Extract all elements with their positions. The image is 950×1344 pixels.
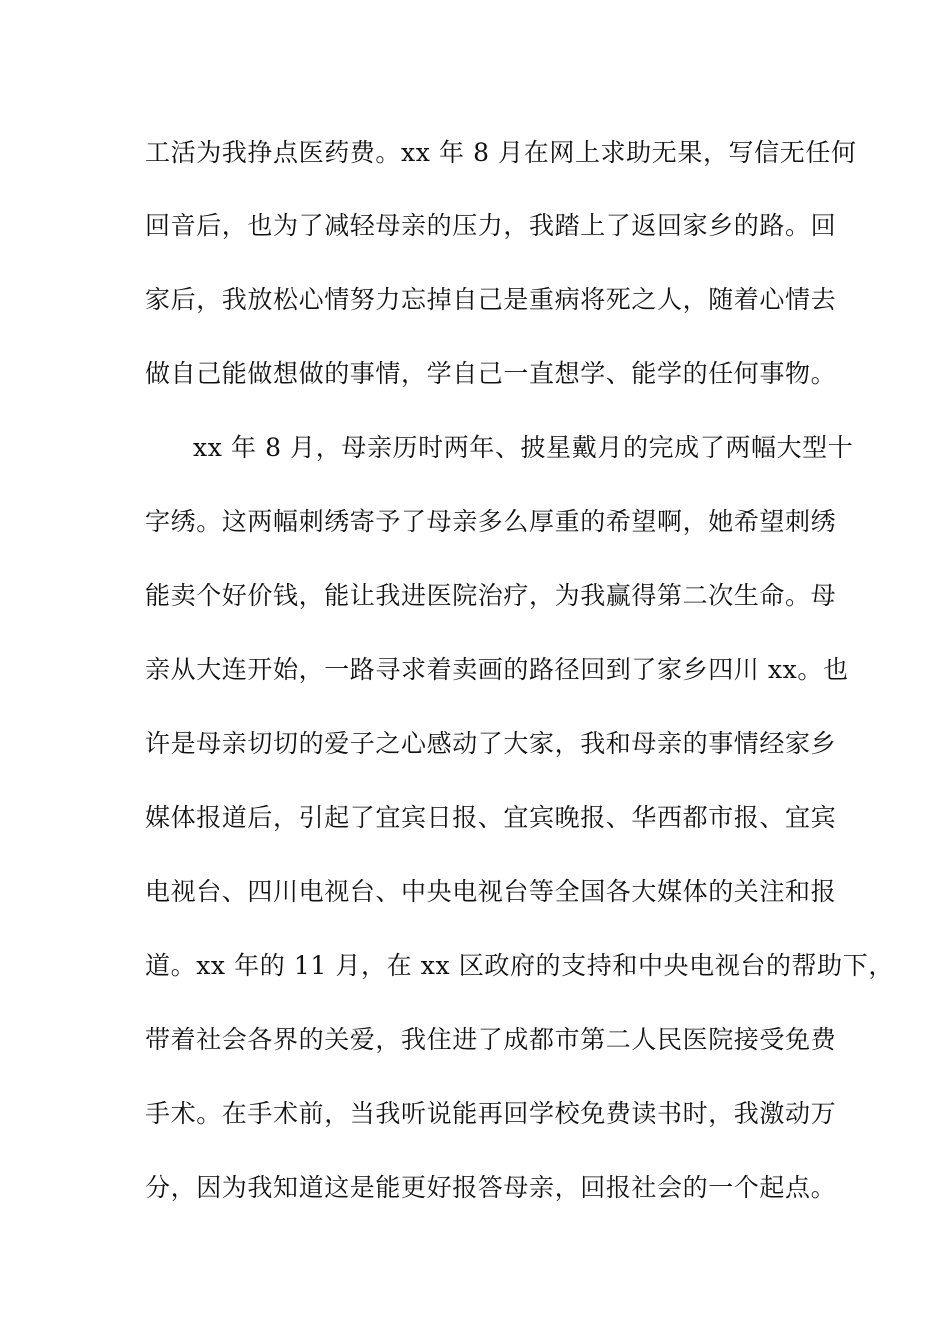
text-line-11: 电视台、四川电视台、中央电视台等全国各大媒体的关注和报 [145, 877, 837, 906]
text-line-8: 亲从大连开始，一路寻求着卖画的路径回到了家乡四川 xx。也 [145, 655, 849, 684]
text-line-7: 能卖个好价钱，能让我进医院治疗，为我赢得第二次生命。母 [145, 581, 837, 610]
text-line-12: 道。xx 年的 11 月，在 xx 区政府的支持和中央电视台的帮助下， [145, 951, 894, 980]
text-line-10: 媒体报道后，引起了宜宾日报、宜宾晚报、华西都市报、宜宾 [145, 803, 837, 832]
text-line-6: 字绣。这两幅刺绣寄予了母亲多么厚重的希望啊，她希望刺绣 [145, 507, 837, 536]
text-line-13: 带着社会各界的关爱，我住进了成都市第二人民医院接受免费 [145, 1025, 837, 1054]
text-line-1: 工活为我挣点医药费。xx 年 8 月在网上求助无果，写信无任何 [145, 138, 857, 167]
text-line-9: 许是母亲切切的爱子之心感动了大家，我和母亲的事情经家乡 [145, 729, 837, 758]
text-line-4: 做自己能做想做的事情，学自己一直想学、能学的任何事物。 [145, 359, 837, 388]
paragraph-start-line: xx 年 8 月，母亲历时两年、披星戴月的完成了两幅大型十 [193, 433, 854, 462]
text-line-14: 手术。在手术前，当我听说能再回学校免费读书时，我激动万 [145, 1099, 837, 1128]
text-line-3: 家后，我放松心情努力忘掉自己是重病将死之人，随着心情去 [145, 285, 837, 314]
text-line-15: 分，因为我知道这是能更好报答母亲，回报社会的一个起点。 [145, 1173, 837, 1202]
text-line-2: 回音后，也为了减轻母亲的压力，我踏上了返回家乡的路。回 [145, 211, 837, 240]
